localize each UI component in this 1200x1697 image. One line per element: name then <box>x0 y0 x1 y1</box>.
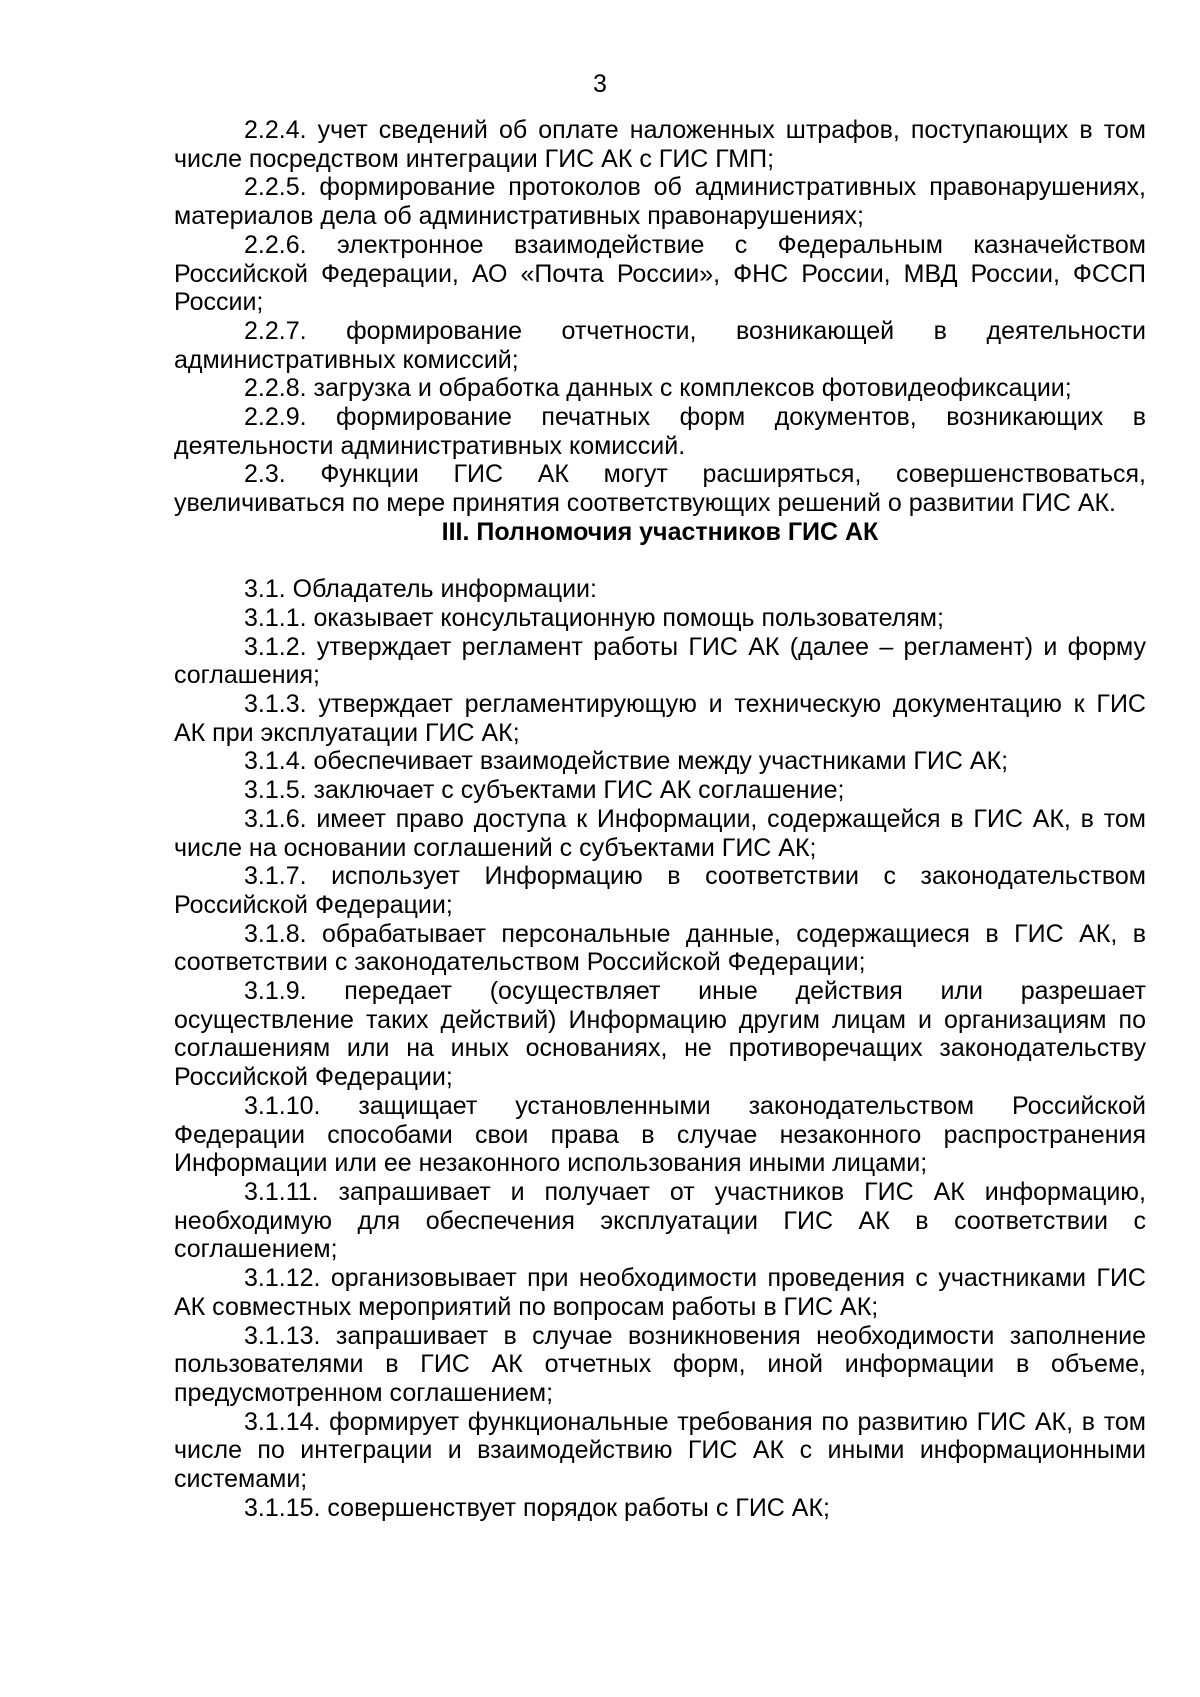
paragraph-3-1-5: 3.1.5. заключает с субъектами ГИС АК соглашение; <box>244 776 845 805</box>
paragraph-3-1: 3.1. Обладатель информации: <box>244 575 597 604</box>
paragraph-3-1-2: 3.1.2. утверждает регламент работы ГИС АК (далее – регламент) и форму соглашения; <box>174 632 1146 690</box>
paragraph-3-1-15: 3.1.15. совершенствует порядок работы с ГИС АК; <box>244 1493 830 1522</box>
paragraph-2-2-8: 2.2.8. загрузка и обработка данных с комплексов фотовидеофиксации; <box>244 374 1072 403</box>
paragraph-3-1-10: 3.1.10. защищает установленными законодательством Российской Федерации способами свои права в случае незаконного распространения Информации или ее незаконного использования иными лицами; <box>174 1091 1146 1178</box>
paragraph-2-2-6: 2.2.6. электронное взаимодействие с Федеральным казначейством Российской Федерации, АО «Почта России», ФНС России, МВД России, ФССП России; <box>174 230 1146 317</box>
paragraph-3-1-1: 3.1.1. оказывает консультационную помощь пользователям; <box>244 603 944 632</box>
section-heading: III. Полномочия участников ГИС АК <box>441 517 879 546</box>
paragraph-2-2-5: 2.2.5. формирование протоколов об административных правонарушениях, материалов дела об административных правонарушениях; <box>174 173 1146 231</box>
paragraph-3-1-14: 3.1.14. формирует функциональные требования по развитию ГИС АК, в том числе по интеграции и взаимодействию ГИС АК с иными информационными системами; <box>174 1407 1146 1494</box>
paragraph-3-1-8: 3.1.8. обрабатывает персональные данные, содержащиеся в ГИС АК, в соответствии с законодательством Российской Федерации; <box>174 919 1146 977</box>
paragraph-2-2-4: 2.2.4. учет сведений об оплате наложенных штрафов, поступающих в том числе посредством интеграции ГИС АК с ГИС ГМП; <box>174 116 1146 173</box>
page-number: 3 <box>593 70 607 98</box>
document-body <box>174 116 1146 1522</box>
paragraph-3-1-11: 3.1.11. запрашивает и получает от участников ГИС АК информацию, необходимую для обеспечения эксплуатации ГИС АК в соответствии с соглашением; <box>174 1178 1146 1264</box>
paragraph-3-1-6: 3.1.6. имеет право доступа к Информации, содержащейся в ГИС АК, в том числе на основании соглашений с субъектами ГИС АК; <box>174 804 1146 862</box>
paragraph-2-2-7: 2.2.7. формирование отчетности, возникающей в деятельности административных комиссий; <box>174 316 1146 374</box>
paragraph-3-1-7: 3.1.7. использует Информацию в соответствии с законодательством Российской Федерации; <box>174 862 1146 919</box>
paragraph-3-1-3: 3.1.3. утверждает регламентирующую и техническую документацию к ГИС АК при эксплуатации ГИС АК; <box>174 690 1146 747</box>
paragraph-3-1-9: 3.1.9. передает (осуществляет иные действия или разрешает осуществление таких действий) Информацию другим лицам и организациям по соглашениям или на иных основаниях, не противоречащих законодательству Российской Федерации; <box>174 977 1146 1092</box>
paragraph-2-2-9: 2.2.9. формирование печатных форм документов, возникающих в деятельности административных комиссий. <box>174 403 1146 460</box>
paragraph-3-1-12: 3.1.12. организовывает при необходимости проведения с участниками ГИС АК совместных мероприятий по вопросам работы в ГИС АК; <box>174 1264 1146 1321</box>
paragraph-3-1-13: 3.1.13. запрашивает в случае возникновения необходимости заполнение пользователями в ГИС АК отчетных форм, иной информации в объеме, предусмотренном соглашением; <box>174 1321 1146 1407</box>
heading-spacer <box>174 547 1146 576</box>
paragraph-3-1-4: 3.1.4. обеспечивает взаимодействие между участниками ГИС АК; <box>244 747 1009 776</box>
paragraph-2-3: 2.3. Функции ГИС АК могут расширяться, совершенствоваться, увеличиваться по мере принятия соответствующих решений о развитии ГИС АК. <box>174 460 1146 518</box>
